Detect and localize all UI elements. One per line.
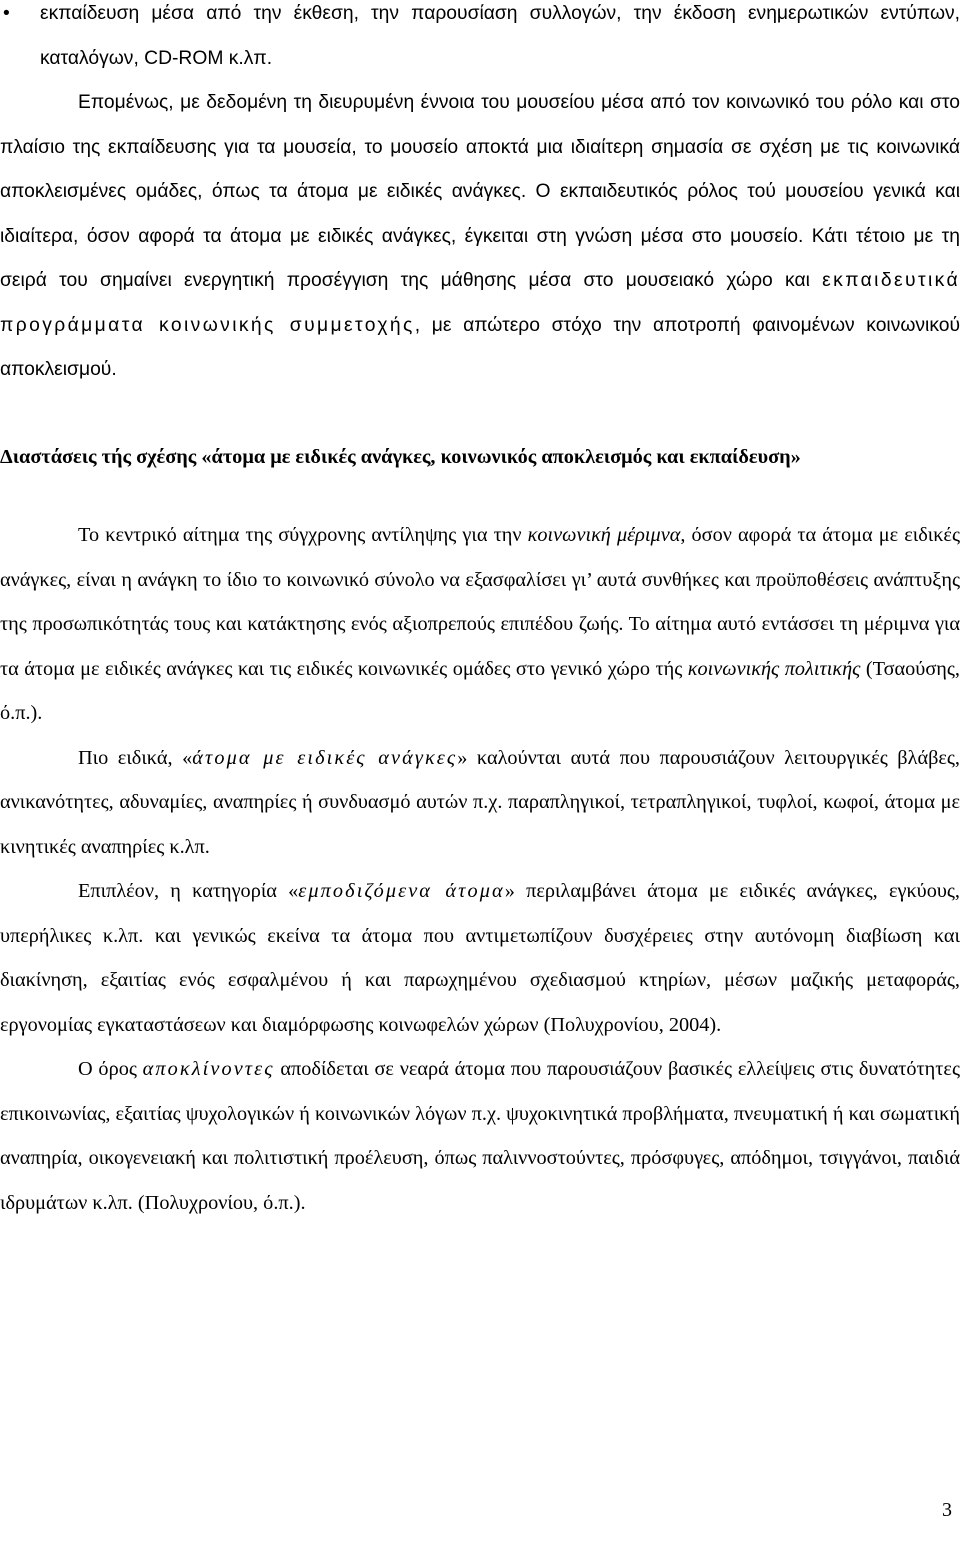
para1-text-a: Επομένως, με δεδομένη τη διευρυμένη έννοια του μουσείου μέσα από τον κοινωνικό του ρόλο και στο πλαίσιο της εκπαίδευσης για τα μουσεία, το μουσείο αποκτά μια ιδιαίτερη σημασία σε σχέση με τις κοινωνικά αποκλεισμένες ομάδες, όπως τα άτομα με ειδικές ανάγκες. Ο εκπαιδευτικός ρόλος τού μουσείου γενικά και ιδιαίτερα, όσον αφορά τα άτομα με ειδικές ανάγκες, έγκειται στη γνώση μέσα στο μουσείο. Κάτι τέτοιο με τη σειρά του σημαίνει ενεργητική προσέγγιση της μάθησης μέσα στο μουσειακό χώρο και [0, 92, 960, 291]
paragraph-social-care [0, 513, 960, 736]
section-heading: Διαστάσεις τής σχέσης «άτομα με ειδικές ανάγκες, κοινωνικός αποκλεισμός και εκπαίδευση» [0, 445, 801, 468]
paragraph-hindered-persons [0, 869, 960, 1047]
page-number: 3 [942, 1499, 952, 1521]
para5-italic: αποκλίνοντες [142, 1058, 275, 1080]
para3-italic: άτομα με ειδικές ανάγκες [192, 746, 458, 769]
para2-text-c: (Τσαούσης, ό.π.). [0, 657, 960, 724]
paragraph-museum-role [0, 81, 960, 393]
para3-text-a: Πιο ειδικά, « [78, 746, 193, 769]
bullet-dot-icon: • [3, 3, 10, 24]
para5-text-a: Ο όρος [78, 1058, 143, 1080]
para2-text-a: Το κεντρικό αίτημα της σύγχρονης αντίληψης για την [78, 524, 528, 546]
paragraph-deviants [0, 1047, 960, 1225]
para2-text-b: , όσον αφορά τα άτομα με ειδικές ανάγκες, είναι η ανάγκη το ίδιο το κοινωνικό σύνολο να εξασφαλίσει γι’ αυτά συνθήκες και προϋποθέσεις ανάπτυξης της προσωπικότητάς τους και κατάκτησης ενός αξιοπρεπούς επιπέδου ζωής. Το αίτημα αυτό εντάσσει τη μέριμνα για τα άτομα με ειδικές ανάγκες και τις ειδικές κοινωνικές ομάδες στο γενικό χώρο τής [0, 524, 960, 680]
para2-italic-a: κοινωνική μέριμνα [527, 524, 681, 546]
para4-text-b: » περιλαμβάνει άτομα με ειδικές ανάγκες, εγκύους, υπερήλικες κ.λπ. και γενικώς εκείνα τα άτομα που αντιμετωπίζουν δυσχέρειες στην αυτόνομη διαβίωση και διακίνηση, εξαιτίας ενός εσφαλμένου ή και παρωχημένου σχεδιασμού κτηρίων, μέσων μαζικής μεταφοράς, εργονομίας εγκαταστάσεων και διαμόρφωσης κοινωφελών χώρων (Πολυχρονίου, 2004). [0, 880, 960, 1036]
para4-italic: εμποδιζόμενα άτομα [298, 880, 505, 902]
para2-italic-b: κοινωνικής πολιτικής [687, 657, 861, 680]
para4-text-a: Επιπλέον, η κατηγορία « [78, 880, 299, 902]
para5-text-b: αποδίδεται σε νεαρά άτομα που παρουσιάζουν βασικές ελλείψεις στις δυνατότητες επικοινωνίας, εξαιτίας ψυχολογικών ή κοινωνικών λόγων π.χ. ψυχοκινητικά προβλήματα, πνευματική ή και σωματική αναπηρία, οικογενειακή και πολιτιστική προέλευση, όπως παλιννοστούντες, πρόσφυγες, απόδημοι, τσιγγάνοι, παιδιά ιδρυμάτων κ.λπ. (Πολυχρονίου, ό.π.). [0, 1058, 960, 1214]
bullet-text: εκπαίδευση μέσα από την έκθεση, την παρουσίαση συλλογών, την έκδοση ενημερωτικών εντύπων, καταλόγων, CD-ROM κ.λπ. [40, 3, 960, 69]
para3-text-b: » καλούνται αυτά που παρουσιάζουν λειτουργικές βλάβες, ανικανότητες, αδυναμίες, αναπηρίες ή συνδυασμό αυτών π.χ. παραπληγικοί, τετραπληγικοί, τυφλοί, κωφοί, άτομα με κινητικές αναπηρίες κ.λπ. [0, 746, 960, 858]
paragraph-special-needs [0, 736, 960, 870]
bullet-item [0, 0, 960, 81]
para1-text-b: , με απώτερο στόχο την αποτροπή φαινομένων κοινωνικού αποκλεισμού. [0, 314, 960, 380]
para1-spaced-term: εκπαιδευτικά προγράμματα κοινωνικής συμμετοχής [0, 270, 960, 336]
